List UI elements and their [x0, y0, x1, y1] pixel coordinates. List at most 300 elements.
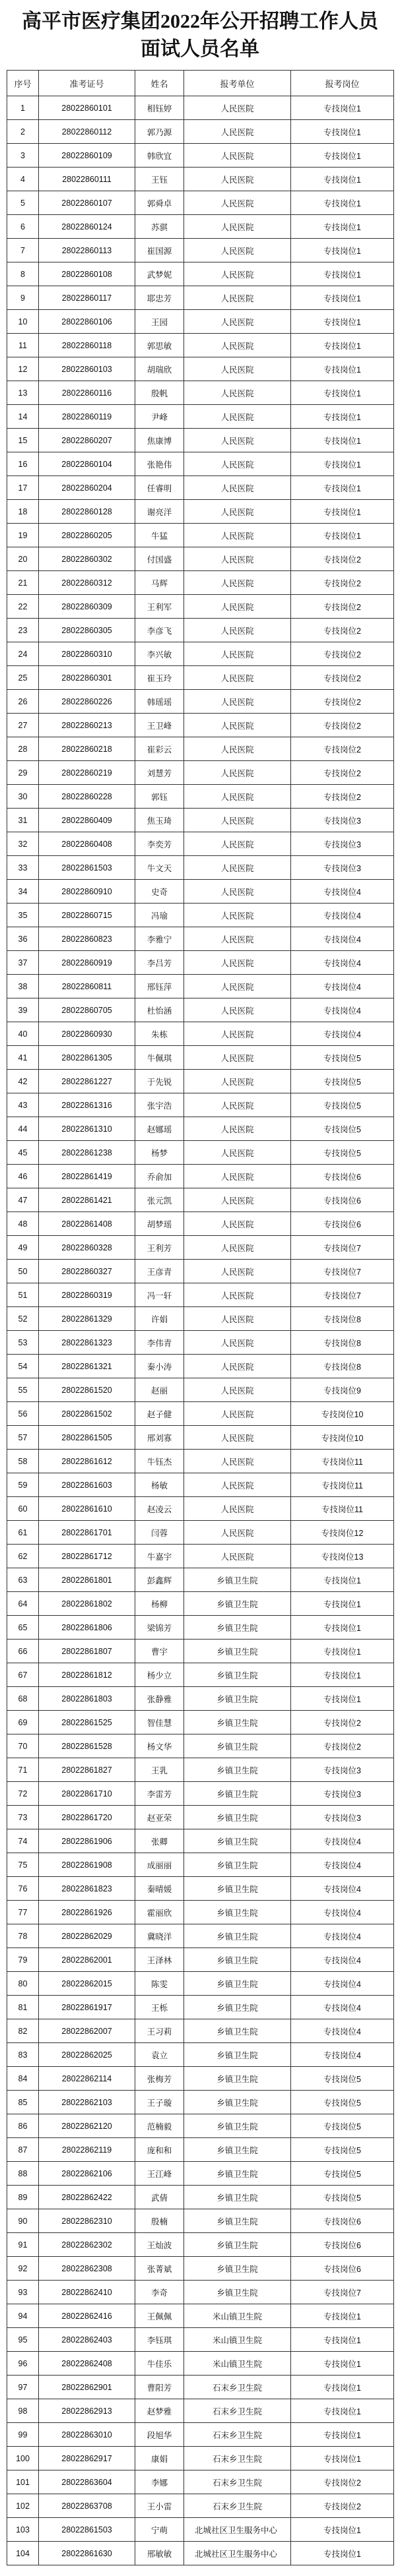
cell-position: 专技岗位1 — [291, 310, 394, 334]
cell-unit: 人民医院 — [184, 880, 291, 904]
cell-name: 李吕芳 — [135, 951, 184, 975]
cell-unit: 人民医院 — [184, 761, 291, 785]
cell-unit: 人民医院 — [184, 1402, 291, 1426]
table-row — [7, 1521, 394, 1545]
cell-name: 冯瑜 — [135, 904, 184, 927]
header-name: 姓名 — [135, 71, 184, 96]
cell-exam-number: 28022860310 — [39, 642, 135, 666]
cell-exam-number: 28022861630 — [39, 2542, 135, 2565]
cell-unit: 人民医院 — [184, 239, 291, 262]
cell-unit: 石末乡卫生院 — [184, 2447, 291, 2470]
cell-exam-number: 28022862913 — [39, 2399, 135, 2423]
cell-name: 闫蓉 — [135, 1521, 184, 1545]
cell-exam-number: 28022861812 — [39, 1663, 135, 1687]
cell-exam-number: 28022862410 — [39, 2281, 135, 2304]
table-row — [7, 1307, 394, 1331]
cell-position: 专技岗位2 — [291, 690, 394, 714]
cell-position: 专技岗位4 — [291, 1901, 394, 1924]
cell-unit: 人民医院 — [184, 832, 291, 856]
cell-name: 杨敏 — [135, 1473, 184, 1497]
cell-unit: 乡镇卫生院 — [184, 1877, 291, 1901]
cell-name: 王钰 — [135, 168, 184, 191]
cell-exam-number: 28022862308 — [39, 2257, 135, 2281]
cell-unit: 乡镇卫生院 — [184, 2233, 291, 2257]
cell-name: 张梅芳 — [135, 2067, 184, 2091]
cell-exam-number: 28022860312 — [39, 571, 135, 595]
table-row — [7, 215, 394, 239]
cell-unit: 乡镇卫生院 — [184, 2067, 291, 2091]
cell-exam-number: 28022861917 — [39, 1996, 135, 2019]
cell-index: 65 — [7, 1616, 39, 1640]
table-row — [7, 1853, 394, 1877]
cell-position: 专技岗位6 — [291, 1165, 394, 1188]
cell-exam-number: 28022861238 — [39, 1141, 135, 1165]
cell-position: 专技岗位1 — [291, 524, 394, 547]
cell-exam-number: 28022862106 — [39, 2162, 135, 2186]
cell-exam-number: 28022860113 — [39, 239, 135, 262]
cell-index: 3 — [7, 144, 39, 168]
cell-position: 专技岗位2 — [291, 547, 394, 571]
cell-exam-number: 28022860124 — [39, 215, 135, 239]
cell-index: 54 — [7, 1355, 39, 1378]
cell-unit: 人民医院 — [184, 666, 291, 690]
cell-unit: 乡镇卫生院 — [184, 1568, 291, 1592]
cell-position: 专技岗位4 — [291, 1877, 394, 1901]
cell-unit: 人民医院 — [184, 310, 291, 334]
table-row — [7, 1355, 394, 1378]
cell-index: 89 — [7, 2186, 39, 2209]
cell-position: 专技岗位3 — [291, 1806, 394, 1829]
cell-name: 郭钰 — [135, 785, 184, 809]
table-row — [7, 2423, 394, 2447]
cell-name: 乔俞加 — [135, 1165, 184, 1188]
cell-index: 14 — [7, 405, 39, 429]
cell-exam-number: 28022860204 — [39, 476, 135, 500]
cell-name: 朱栋 — [135, 1022, 184, 1046]
table-row — [7, 2376, 394, 2399]
cell-unit: 乡镇卫生院 — [184, 2281, 291, 2304]
table-row — [7, 357, 394, 381]
cell-name: 张卿 — [135, 1829, 184, 1853]
cell-name: 王习莉 — [135, 2019, 184, 2043]
cell-exam-number: 28022860811 — [39, 975, 135, 998]
cell-exam-number: 28022860207 — [39, 429, 135, 452]
table-body — [7, 96, 394, 2565]
cell-unit: 人民医院 — [184, 1212, 291, 1236]
table-row — [7, 904, 394, 927]
table-row — [7, 2114, 394, 2138]
cell-index: 42 — [7, 1070, 39, 1093]
cell-index: 75 — [7, 1853, 39, 1877]
cell-exam-number: 28022861419 — [39, 1165, 135, 1188]
cell-unit: 人民医院 — [184, 1070, 291, 1093]
cell-name: 李伟青 — [135, 1331, 184, 1355]
cell-exam-number: 28022861701 — [39, 1521, 135, 1545]
cell-name: 牛佳乐 — [135, 2352, 184, 2376]
cell-exam-number: 28022862416 — [39, 2304, 135, 2328]
cell-position: 专技岗位6 — [291, 1212, 394, 1236]
table-row — [7, 239, 394, 262]
cell-unit: 人民医院 — [184, 452, 291, 476]
table-row — [7, 1877, 394, 1901]
cell-exam-number: 28022861906 — [39, 1829, 135, 1853]
cell-name: 胡瑞欣 — [135, 357, 184, 381]
cell-index: 59 — [7, 1473, 39, 1497]
cell-index: 50 — [7, 1260, 39, 1283]
cell-index: 56 — [7, 1402, 39, 1426]
cell-exam-number: 28022861227 — [39, 1070, 135, 1093]
cell-position: 专技岗位4 — [291, 880, 394, 904]
cell-name: 韩欣宜 — [135, 144, 184, 168]
cell-name: 杨柳 — [135, 1592, 184, 1616]
cell-unit: 人民医院 — [184, 1378, 291, 1402]
table-row — [7, 476, 394, 500]
cell-unit: 人民医院 — [184, 1450, 291, 1473]
cell-exam-number: 28022860109 — [39, 144, 135, 168]
cell-exam-number: 28022860409 — [39, 809, 135, 832]
candidate-table — [7, 70, 394, 2565]
cell-exam-number: 28022862403 — [39, 2328, 135, 2352]
cell-exam-number: 28022860226 — [39, 690, 135, 714]
cell-unit: 人民医院 — [184, 96, 291, 120]
table-row — [7, 547, 394, 571]
cell-position: 专技岗位2 — [291, 737, 394, 761]
cell-position: 专技岗位1 — [291, 120, 394, 144]
table-row — [7, 1378, 394, 1402]
cell-unit: 北城社区卫生服务中心 — [184, 2518, 291, 2542]
cell-unit: 乡镇卫生院 — [184, 1616, 291, 1640]
cell-index: 34 — [7, 880, 39, 904]
table-row — [7, 2447, 394, 2470]
cell-name: 李奕芳 — [135, 832, 184, 856]
table-row — [7, 1640, 394, 1663]
cell-position: 专技岗位2 — [291, 2470, 394, 2494]
header-exam-number: 准考证号 — [39, 71, 135, 96]
table-row — [7, 1046, 394, 1070]
cell-unit: 人民医院 — [184, 595, 291, 619]
cell-position: 专技岗位1 — [291, 500, 394, 524]
cell-index: 69 — [7, 1711, 39, 1734]
cell-exam-number: 28022860219 — [39, 761, 135, 785]
cell-position: 专技岗位3 — [291, 856, 394, 880]
table-row — [7, 262, 394, 286]
cell-name: 马辉 — [135, 571, 184, 595]
cell-unit: 人民医院 — [184, 215, 291, 239]
cell-position: 专技岗位5 — [291, 1093, 394, 1117]
table-row — [7, 2352, 394, 2376]
cell-index: 29 — [7, 761, 39, 785]
cell-index: 82 — [7, 2019, 39, 2043]
cell-unit: 人民医院 — [184, 1236, 291, 1260]
cell-index: 70 — [7, 1734, 39, 1758]
cell-unit: 乡镇卫生院 — [184, 1996, 291, 2019]
table-row — [7, 452, 394, 476]
table-row — [7, 856, 394, 880]
cell-name: 赵凌云 — [135, 1497, 184, 1521]
title-line-2: 面试人员名单 — [141, 38, 259, 60]
cell-position: 专技岗位2 — [291, 595, 394, 619]
cell-exam-number: 28022863010 — [39, 2423, 135, 2447]
cell-exam-number: 28022860218 — [39, 737, 135, 761]
cell-position: 专技岗位2 — [291, 785, 394, 809]
cell-position: 专技岗位7 — [291, 1260, 394, 1283]
table-row — [7, 737, 394, 761]
table-row — [7, 1948, 394, 1972]
cell-index: 20 — [7, 547, 39, 571]
cell-name: 牛文天 — [135, 856, 184, 880]
header-unit: 报考单位 — [184, 71, 291, 96]
cell-index: 74 — [7, 1829, 39, 1853]
cell-index: 96 — [7, 2352, 39, 2376]
cell-index: 61 — [7, 1521, 39, 1545]
cell-index: 25 — [7, 666, 39, 690]
cell-name: 苏骐 — [135, 215, 184, 239]
cell-name: 赵丽 — [135, 1378, 184, 1402]
cell-index: 92 — [7, 2257, 39, 2281]
cell-exam-number: 28022861520 — [39, 1378, 135, 1402]
cell-name: 王小雷 — [135, 2494, 184, 2518]
cell-unit: 人民医院 — [184, 1497, 291, 1521]
cell-unit: 人民医院 — [184, 714, 291, 737]
table-row — [7, 2494, 394, 2518]
cell-name: 于先锐 — [135, 1070, 184, 1093]
cell-exam-number: 28022860327 — [39, 1260, 135, 1283]
cell-position: 专技岗位4 — [291, 1924, 394, 1948]
cell-index: 23 — [7, 619, 39, 642]
cell-unit: 乡镇卫生院 — [184, 2209, 291, 2233]
cell-position: 专技岗位7 — [291, 1283, 394, 1307]
table-row — [7, 619, 394, 642]
cell-position: 专技岗位5 — [291, 2186, 394, 2209]
cell-position: 专技岗位1 — [291, 286, 394, 310]
cell-position: 专技岗位5 — [291, 2162, 394, 2186]
table-row — [7, 1331, 394, 1355]
cell-index: 68 — [7, 1687, 39, 1711]
cell-position: 专技岗位4 — [291, 1972, 394, 1996]
cell-position: 专技岗位4 — [291, 1996, 394, 2019]
table-row — [7, 120, 394, 144]
cell-position: 专技岗位1 — [291, 2542, 394, 2565]
table-row — [7, 2186, 394, 2209]
cell-unit: 乡镇卫生院 — [184, 2091, 291, 2114]
cell-exam-number: 28022861505 — [39, 1426, 135, 1450]
cell-name: 相钰婷 — [135, 96, 184, 120]
cell-index: 79 — [7, 1948, 39, 1972]
cell-exam-number: 28022861803 — [39, 1687, 135, 1711]
table-row — [7, 1141, 394, 1165]
cell-unit: 人民医院 — [184, 856, 291, 880]
cell-exam-number: 28022861720 — [39, 1806, 135, 1829]
cell-index: 51 — [7, 1283, 39, 1307]
cell-position: 专技岗位7 — [291, 1236, 394, 1260]
table-header-row — [7, 71, 394, 96]
cell-exam-number: 28022861503 — [39, 856, 135, 880]
cell-index: 35 — [7, 904, 39, 927]
table-row — [7, 1022, 394, 1046]
cell-position: 专技岗位3 — [291, 1758, 394, 1782]
cell-index: 27 — [7, 714, 39, 737]
table-row — [7, 381, 394, 405]
cell-exam-number: 28022860302 — [39, 547, 135, 571]
cell-exam-number: 28022862007 — [39, 2019, 135, 2043]
cell-position: 专技岗位2 — [291, 642, 394, 666]
cell-position: 专技岗位2 — [291, 761, 394, 785]
cell-unit: 乡镇卫生院 — [184, 1663, 291, 1687]
cell-index: 102 — [7, 2494, 39, 2518]
cell-index: 19 — [7, 524, 39, 547]
table-row — [7, 2328, 394, 2352]
cell-index: 15 — [7, 429, 39, 452]
table-row — [7, 2209, 394, 2233]
cell-exam-number: 28022860930 — [39, 1022, 135, 1046]
cell-unit: 人民医院 — [184, 500, 291, 524]
cell-position: 专技岗位3 — [291, 1782, 394, 1806]
cell-name: 付国盛 — [135, 547, 184, 571]
cell-index: 7 — [7, 239, 39, 262]
cell-position: 专技岗位1 — [291, 381, 394, 405]
cell-exam-number: 28022860823 — [39, 927, 135, 951]
cell-index: 103 — [7, 2518, 39, 2542]
cell-exam-number: 28022860910 — [39, 880, 135, 904]
cell-position: 专技岗位1 — [291, 1663, 394, 1687]
cell-exam-number: 28022862119 — [39, 2138, 135, 2162]
cell-unit: 人民医院 — [184, 381, 291, 405]
table-row — [7, 809, 394, 832]
cell-unit: 乡镇卫生院 — [184, 2138, 291, 2162]
cell-unit: 人民医院 — [184, 1355, 291, 1378]
cell-index: 53 — [7, 1331, 39, 1355]
cell-unit: 人民医院 — [184, 785, 291, 809]
cell-unit: 乡镇卫生院 — [184, 1829, 291, 1853]
cell-position: 专技岗位5 — [291, 2067, 394, 2091]
cell-exam-number: 28022861908 — [39, 1853, 135, 1877]
table-row — [7, 832, 394, 856]
cell-position: 专技岗位2 — [291, 2494, 394, 2518]
cell-exam-number: 28022861503 — [39, 2518, 135, 2542]
cell-unit: 乡镇卫生院 — [184, 1972, 291, 1996]
cell-index: 1 — [7, 96, 39, 120]
cell-position: 专技岗位5 — [291, 1046, 394, 1070]
cell-position: 专技岗位1 — [291, 2399, 394, 2423]
cell-position: 专技岗位1 — [291, 1616, 394, 1640]
table-row — [7, 2470, 394, 2494]
cell-index: 57 — [7, 1426, 39, 1450]
cell-index: 78 — [7, 1924, 39, 1948]
table-row — [7, 1545, 394, 1568]
cell-unit: 人民医院 — [184, 1093, 291, 1117]
cell-position: 专技岗位10 — [291, 1402, 394, 1426]
cell-name: 崔彩云 — [135, 737, 184, 761]
cell-position: 专技岗位4 — [291, 904, 394, 927]
cell-name: 焦玉琦 — [135, 809, 184, 832]
cell-unit: 石末乡卫生院 — [184, 2399, 291, 2423]
cell-name: 杜怡涵 — [135, 998, 184, 1022]
cell-exam-number: 28022863604 — [39, 2470, 135, 2494]
cell-name: 曹阳芳 — [135, 2376, 184, 2399]
cell-index: 77 — [7, 1901, 39, 1924]
cell-exam-number: 28022860118 — [39, 334, 135, 357]
cell-name: 霍丽欣 — [135, 1901, 184, 1924]
cell-unit: 人民医院 — [184, 642, 291, 666]
cell-name: 赵梦雅 — [135, 2399, 184, 2423]
cell-index: 58 — [7, 1450, 39, 1473]
cell-position: 专技岗位4 — [291, 1853, 394, 1877]
table-row — [7, 2518, 394, 2542]
cell-position: 专技岗位4 — [291, 975, 394, 998]
cell-index: 91 — [7, 2233, 39, 2257]
cell-position: 专技岗位5 — [291, 1070, 394, 1093]
cell-position: 专技岗位6 — [291, 2233, 394, 2257]
table-row — [7, 595, 394, 619]
table-row — [7, 1663, 394, 1687]
cell-name: 牛猛 — [135, 524, 184, 547]
table-row — [7, 2162, 394, 2186]
cell-exam-number: 28022860108 — [39, 262, 135, 286]
cell-unit: 人民医院 — [184, 1165, 291, 1188]
cell-name: 曹宇 — [135, 1640, 184, 1663]
cell-exam-number: 28022860111 — [39, 168, 135, 191]
cell-exam-number: 28022860408 — [39, 832, 135, 856]
cell-unit: 人民医院 — [184, 524, 291, 547]
cell-index: 6 — [7, 215, 39, 239]
cell-index: 38 — [7, 975, 39, 998]
cell-index: 5 — [7, 191, 39, 215]
cell-name: 耶忠芳 — [135, 286, 184, 310]
cell-name: 彭鑫辉 — [135, 1568, 184, 1592]
cell-unit: 乡镇卫生院 — [184, 2043, 291, 2067]
cell-name: 梁锦芳 — [135, 1616, 184, 1640]
cell-exam-number: 28022862029 — [39, 1924, 135, 1948]
cell-name: 牛佩琪 — [135, 1046, 184, 1070]
cell-index: 21 — [7, 571, 39, 595]
cell-position: 专技岗位2 — [291, 1711, 394, 1734]
cell-exam-number: 28022861610 — [39, 1497, 135, 1521]
cell-unit: 米山镇卫生院 — [184, 2352, 291, 2376]
cell-unit: 人民医院 — [184, 120, 291, 144]
cell-exam-number: 28022861802 — [39, 1592, 135, 1616]
cell-name: 段旭华 — [135, 2423, 184, 2447]
cell-index: 97 — [7, 2376, 39, 2399]
cell-index: 73 — [7, 1806, 39, 1829]
cell-name: 赵娜瑶 — [135, 1117, 184, 1141]
table-row — [7, 1616, 394, 1640]
cell-exam-number: 28022860112 — [39, 120, 135, 144]
cell-position: 专技岗位4 — [291, 951, 394, 975]
cell-unit: 米山镇卫生院 — [184, 2304, 291, 2328]
cell-index: 40 — [7, 1022, 39, 1046]
cell-name: 王卫峰 — [135, 714, 184, 737]
cell-unit: 人民医院 — [184, 1331, 291, 1355]
cell-index: 94 — [7, 2304, 39, 2328]
cell-exam-number: 28022860117 — [39, 286, 135, 310]
cell-position: 专技岗位13 — [291, 1545, 394, 1568]
cell-index: 49 — [7, 1236, 39, 1260]
cell-index: 98 — [7, 2399, 39, 2423]
cell-unit: 人民医院 — [184, 1188, 291, 1212]
cell-exam-number: 28022860104 — [39, 452, 135, 476]
cell-name: 武梦妮 — [135, 262, 184, 286]
cell-index: 95 — [7, 2328, 39, 2352]
cell-exam-number: 28022861806 — [39, 1616, 135, 1640]
table-row — [7, 1497, 394, 1521]
cell-unit: 乡镇卫生院 — [184, 1640, 291, 1663]
cell-index: 12 — [7, 357, 39, 381]
header-position: 报考岗位 — [291, 71, 394, 96]
cell-index: 28 — [7, 737, 39, 761]
cell-name: 许娟 — [135, 1307, 184, 1331]
cell-index: 63 — [7, 1568, 39, 1592]
cell-name: 范楠毅 — [135, 2114, 184, 2138]
